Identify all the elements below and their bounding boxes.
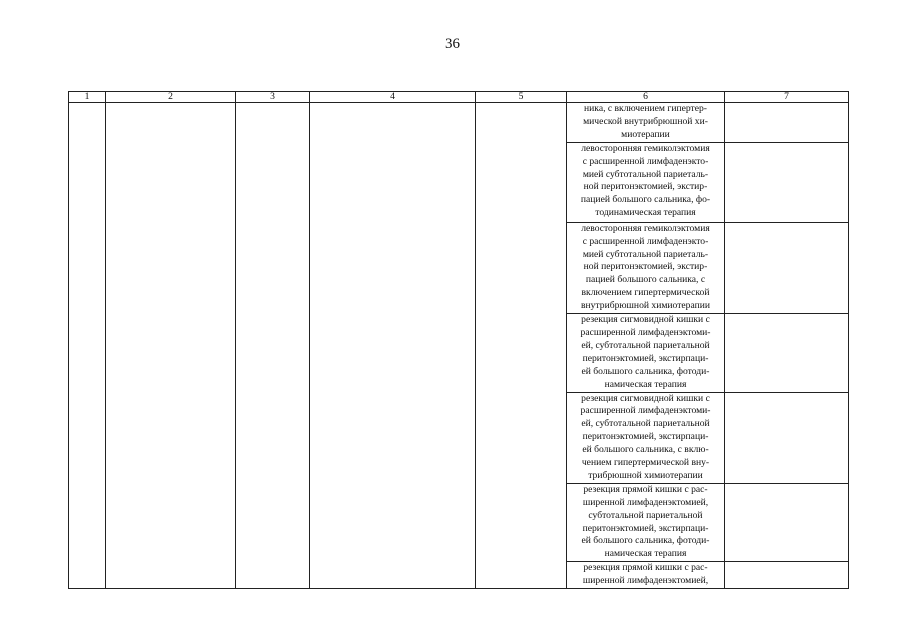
table-cell (310, 562, 476, 589)
table-cell (725, 483, 849, 561)
column-header: 6 (567, 92, 725, 103)
table-cell (69, 222, 106, 313)
table-row (69, 222, 849, 313)
table-cell (476, 562, 567, 589)
table-cell (310, 222, 476, 313)
table-cell (69, 483, 106, 561)
procedure-cell: резекция сигмовидной кишки с расширенной лимфаденэктоми- ей, субтотальной париетальной перитонэктомией, экстирпаци- ей большого сальника, с вклю- чением гипертермической вну- трибрюшной химиотерапии (567, 392, 725, 483)
table-cell (476, 103, 567, 143)
table-cell (106, 142, 236, 222)
table-cell (310, 483, 476, 561)
table-cell (69, 392, 106, 483)
procedure-cell: левосторонняя гемиколэктомия с расширенной лимфаденэкто- мией субтотальной париеталь- ной перитонэктомией, экстир- пацией большого сальника, фо- тодинамическая терапия (567, 142, 725, 222)
column-header: 5 (476, 92, 567, 103)
table-cell (476, 222, 567, 313)
table-cell (106, 562, 236, 589)
table-cell (236, 142, 310, 222)
column-header: 2 (106, 92, 236, 103)
procedure-cell: резекция прямой кишки с рас- ширенной лимфаденэктомией, (567, 562, 725, 589)
column-header: 7 (725, 92, 849, 103)
table-cell (310, 392, 476, 483)
table-row (69, 142, 849, 222)
table-row (69, 103, 849, 143)
table-cell (476, 483, 567, 561)
table-cell (106, 222, 236, 313)
table-cell (725, 392, 849, 483)
table-cell (236, 103, 310, 143)
table-cell (106, 103, 236, 143)
table-row (69, 392, 849, 483)
table-cell (310, 314, 476, 392)
table-cell (310, 142, 476, 222)
table-cell (725, 142, 849, 222)
table-row (69, 562, 849, 589)
table-cell (725, 222, 849, 313)
table-cell (106, 392, 236, 483)
column-header: 4 (310, 92, 476, 103)
table-cell (69, 562, 106, 589)
table-cell (725, 314, 849, 392)
column-header: 1 (69, 92, 106, 103)
table-cell (236, 314, 310, 392)
table-cell (236, 392, 310, 483)
table-row (69, 483, 849, 561)
table-cell (310, 103, 476, 143)
table-cell (476, 314, 567, 392)
page-number: 36 (445, 36, 460, 52)
table-cell (106, 314, 236, 392)
table-header-row (69, 92, 849, 103)
procedures-table (68, 91, 849, 589)
procedure-cell: резекция сигмовидной кишки с расширенной лимфаденэктоми- ей, субтотальной париетальной перитонэктомией, экстирпаци- ей большого сальника, фотоди- намическая терапия (567, 314, 725, 392)
procedure-cell: ника, с включением гипертер- мической внутрибрюшной хи- миотерапии (567, 103, 725, 143)
table-cell (69, 314, 106, 392)
procedure-cell: резекция прямой кишки с рас- ширенной лимфаденэктомией, субтотальной париетальной перитонэктомией, экстирпаци- ей большого сальника, фотоди- намическая терапия (567, 483, 725, 561)
table-cell (69, 142, 106, 222)
table-row (69, 314, 849, 392)
table-cell (236, 222, 310, 313)
table-cell (236, 483, 310, 561)
procedure-cell: левосторонняя гемиколэктомия с расширенной лимфаденэкто- мией субтотальной париеталь- ной перитонэктомией, экстир- пацией большого сальника, с включением гипертермической внутрибрюшной химиотерапии (567, 222, 725, 313)
column-header: 3 (236, 92, 310, 103)
table-cell (476, 392, 567, 483)
table-cell (69, 103, 106, 143)
table-cell (106, 483, 236, 561)
table-cell (725, 562, 849, 589)
table-cell (725, 103, 849, 143)
table-cell (236, 562, 310, 589)
table-cell (476, 142, 567, 222)
